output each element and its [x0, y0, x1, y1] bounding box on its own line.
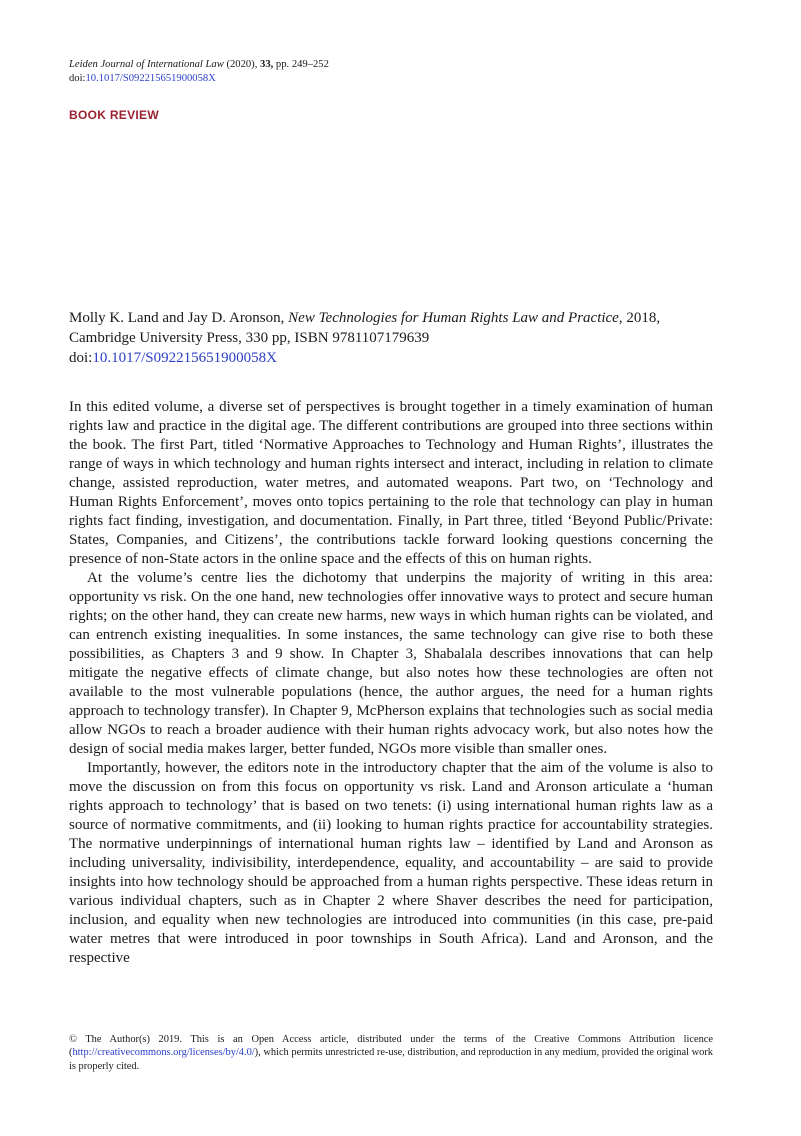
- body-paragraph: In this edited volume, a diverse set of perspectives is brought together in a timely examination of human rights law and practice in the digital age. The different contributions are grouped into three sections within the book. The first Part, titled ‘Normative Approaches to Technology and Human Rights’, illustrates the range of ways in which technology and human rights intersect and interact, including in relation to climate change, assisted reproduction, water metres, and automated weapons. Part two, on ‘Technology and Human Rights Enforcement’, moves onto topics pertaining to the role that technology can play in human rights fact finding, investigation, and documentation. Finally, in Part three, titled ‘Beyond Public/Private: States, Companies, and Citizens’, the contributions tackle forward looking questions concerning the presence of non-State actors in the online space and the effects of this on human rights.: [69, 399, 713, 567]
- journal-year: (2020),: [226, 59, 258, 70]
- book-details: , 2018, Cambridge University Press, 330 pp, ISBN 9781107179639: [69, 310, 661, 346]
- book-citation: [69, 308, 713, 368]
- article-page: [69, 0, 713, 1136]
- body-paragraph: Importantly, however, the editors note in the introductory chapter that the aim of the volume is also to move the discussion on from this focus on opportunity vs risk. Land and Aronson articulate a ‘human rights approach to technology’ that is based on two tenets: (i) using international human rights law as a source of normative commitments, and (ii) looking to human rights practice for accountability strategies. The normative underpinnings of international human rights law – identified by Land and Aronson as including universality, indivisibility, interdependence, equality, and accountability – are said to provide insights into how technology should be approached from a human rights perspective. These ideas return in various individual chapters, such as in Chapter 2 where Shaver describes the need for participation, inclusion, and equality when new technologies are introduced into communities (in this case, pre-paid water metres that were introduced in poor townships in South Africa). Land and Aronson, and the respective: [69, 760, 713, 966]
- license-link[interactable]: http://creativecommons.org/licenses/by/4.0/: [72, 1047, 255, 1059]
- journal-citation-line: [69, 58, 329, 72]
- header-doi-link[interactable]: 10.1017/S092215651900058X: [85, 73, 216, 84]
- book-authors: Molly K. Land and Jay D. Aronson,: [69, 310, 285, 326]
- header-doi-label: doi:: [69, 73, 86, 84]
- book-doi-label: doi:: [69, 350, 93, 366]
- footnote-text-before: © The Author(s) 2019. This is an Open Access article, distributed under the terms of the Creative Commons Attribution licence (: [69, 1034, 713, 1059]
- review-body: [69, 398, 713, 968]
- footnote-text-after: ), which permits unrestricted re-use, distribution, and reproduction in any medium, provided the original work is properly cited.: [69, 1047, 713, 1072]
- journal-pages: pp. 249–252: [275, 59, 329, 70]
- copyright-footnote: [69, 1033, 713, 1073]
- journal-name: Leiden Journal of International Law: [69, 59, 224, 70]
- book-doi-link[interactable]: 10.1017/S092215651900058X: [92, 350, 277, 366]
- header-doi-line: [69, 72, 329, 86]
- body-paragraph: At the volume’s centre lies the dichotomy that underpins the majority of writing in this area: opportunity vs risk. On the one hand, new technologies offer innovative ways to protect and secure human rights; on the other hand, they can create new harms, new ways in which human rights can be violated, and can entrench existing inequalities. In some instances, the same technology can give rise to both these possibilities, as Chapters 3 and 9 show. In Chapter 3, Shabalala describes innovations that can help mitigate the negative effects of climate change, but also notes how these technologies are often not available to the most vulnerable populations (hence, the author argues, the need for a human rights approach to technology transfer). In Chapter 9, McPherson explains that technologies such as social media allow NGOs to reach a broader audience with their human rights advocacy work, but also notes how the design of social media makes larger, better funded, NGOs more visible than smaller ones.: [69, 570, 713, 757]
- running-head: [69, 58, 329, 86]
- journal-volume: 33,: [260, 59, 274, 70]
- section-label: BOOK REVIEW: [69, 108, 159, 122]
- book-title: New Technologies for Human Rights Law and Practice: [288, 310, 619, 326]
